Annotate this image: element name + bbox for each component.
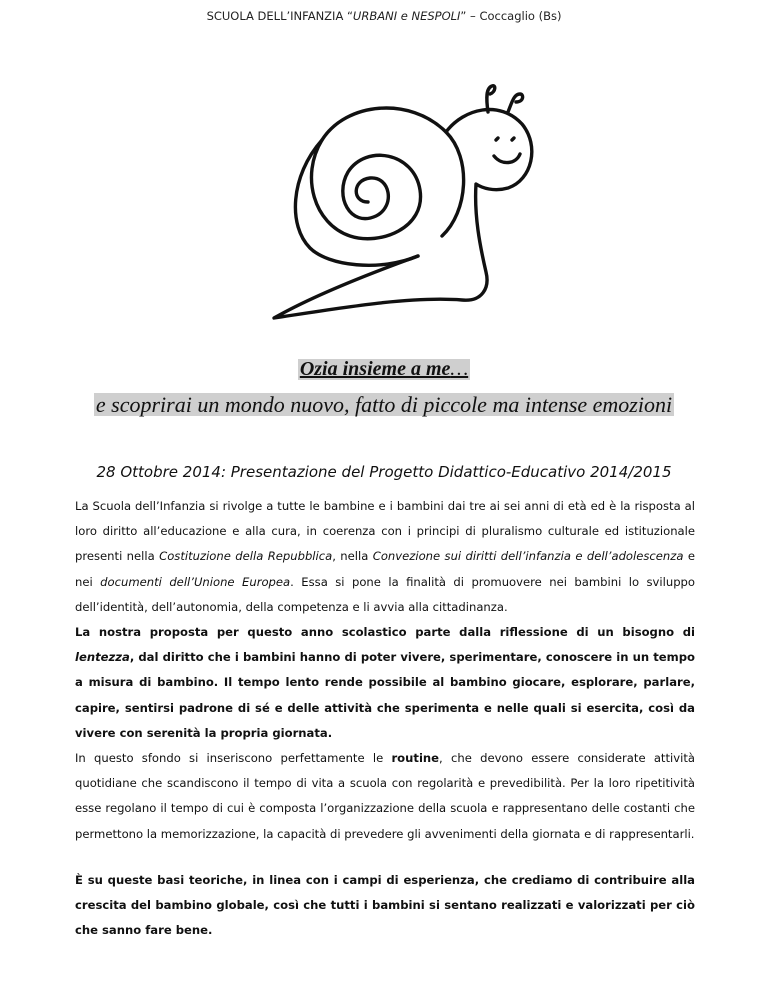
paragraph-3-strong-routine: routine (391, 751, 440, 766)
page-title (298, 359, 470, 380)
snail-eye-right (512, 138, 514, 140)
header-school-names: URBANI e NESPOLI (352, 9, 461, 23)
paragraph-1-text: . Essa si pone la finalità di promuovere nei bambini lo sviluppo dell’identità, dell’autonomia, della competenza e li avvia alla cittadinanza. (75, 574, 696, 614)
paragraph-3 (75, 746, 695, 847)
paragraph-2 (75, 620, 695, 746)
paragraph-1-emphasis-convention: Convezione sui diritti dell’infanzia e dell’adolescenza (372, 549, 684, 564)
snail-drawing-icon (250, 76, 540, 326)
title-block (0, 359, 768, 380)
presentation-date-line: 28 Ottobre 2014: Presentazione del Progetto Didattico-Educativo 2014/2015 (96, 463, 672, 481)
page-title-text: Ozia insieme a me (299, 358, 451, 380)
snail-antenna-right (508, 94, 523, 112)
paragraph-1-text: La Scuola dell’Infanzia si rivolge a tutte le bambine e i bambini dai tre ai sei anni di età ed è la risposta al loro diritto all’educazione e alla cura, in coerenza con i principi di pluralismo culturale ed istituzionale presenti nella (75, 499, 695, 564)
snail-smile (494, 154, 520, 163)
snail-shell-spiral (311, 108, 463, 239)
page-title-dots: … (450, 358, 469, 380)
snail-head (274, 110, 532, 318)
snail-eye-left (496, 138, 498, 140)
paragraph-3-text: , che devono essere considerate attività quotidiane che scandiscono il tempo di vita a scuola con regolarità e prevedibilità. Per la loro ripetitività esse regolano il tempo di cui è composta l’organizzazione della scuola e rappresentano delle costanti che permettono la memorizzazione, la capacità di prevedere gli avvenimenti della giornata e di rappresentarli. (75, 751, 695, 841)
paragraph-1-text: e nei (75, 549, 695, 589)
paragraph-1-text: , nella (332, 549, 373, 564)
paragraph-1-emphasis-constitution: Costituzione della Repubblica (159, 549, 333, 564)
paragraph-2-emphasis-lentezza: lentezza (75, 650, 130, 665)
body-text (75, 494, 695, 847)
paragraph-1 (75, 494, 695, 620)
closing-paragraph: È su queste basi teoriche, in linea con i campi di esperienza, che crediamo di contribuire alla crescita del bambino globale, così che tutti i bambini si sentano realizzati e valorizzati per ciò che sanno fare bene. (75, 873, 695, 938)
header-prefix: SCUOLA DELL’INFANZIA “ (206, 9, 353, 23)
paragraph-3-text: In questo sfondo si inseriscono perfettamente le (75, 751, 392, 766)
page-subtitle: e scoprirai un mondo nuovo, fatto di piccole ma intense emozioni (95, 392, 673, 417)
paragraph-1-emphasis-eu-documents: documenti dell’Unione Europea (100, 574, 291, 589)
header-suffix: ” – Coccaglio (Bs) (460, 9, 562, 23)
subtitle-block (0, 393, 768, 416)
paragraph-2-text: , dal diritto che i bambini hanno di poter vivere, sperimentare, conoscere in un tempo a misura di bambino. Il tempo lento rende possibile al bambino giocare, esplorare, parlare, capire, sentirsi padrone di sé e delle attività che sperimenta e nelle quali si esercita, così da vivere con serenità la propria giornata. (75, 650, 695, 740)
page-header (0, 9, 768, 23)
paragraph-2-text: La nostra proposta per questo anno scolastico parte dalla riflessione di un bisogno di (75, 625, 695, 640)
